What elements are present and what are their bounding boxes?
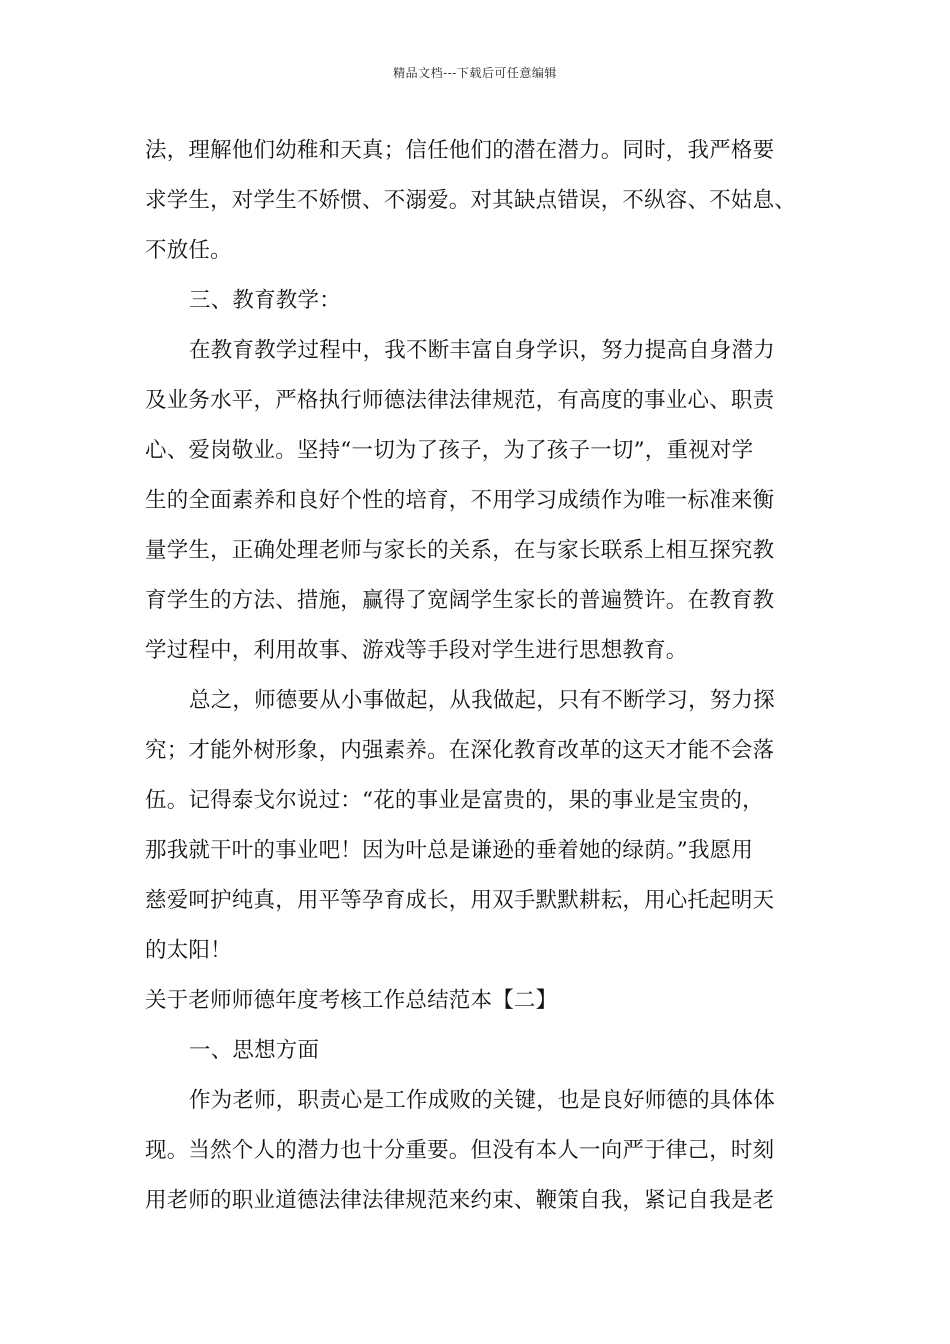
text-line: 心、爱岗敬业。坚持“一切为了孩子，为了孩子一切”，重视对学 — [145, 438, 754, 463]
page-header: 精品文档---下载后可任意编辑 — [393, 66, 557, 80]
text-line: 那我就干叶的事业吧！因为叶总是谦逊的垂着她的绿荫。”我愿用 — [145, 838, 754, 863]
text-line: 量学生，正确处理老师与家长的关系，在与家长联系上相互探究教 — [145, 538, 775, 563]
text-line: 的太阳！ — [145, 938, 232, 963]
text-line: 总之，师德要从小事做起，从我做起，只有不断学习，努力探 — [189, 688, 775, 713]
text-line: 及业务水平，严格执行师德法律法律规范，有高度的事业心、职责 — [145, 388, 775, 413]
text-line: 法，理解他们幼稚和天真；信任他们的潜在潜力。同时，我严格要 — [145, 138, 775, 163]
document-body — [145, 126, 810, 1226]
document-section-title: 关于老师师德年度考核工作总结范本【二】 — [145, 988, 558, 1013]
text-line: 慈爱呵护纯真，用平等孕育成长，用双手默默耕耘，用心托起明天 — [145, 888, 775, 913]
text-line: 育学生的方法、措施，赢得了宽阔学生家长的普遍赞许。在教育教 — [145, 588, 775, 613]
text-line: 究；才能外树形象，内强素养。在深化教育改革的这天才能不会落 — [145, 738, 775, 763]
text-line: 伍。记得泰戈尔说过：“花的事业是富贵的，果的事业是宝贵的， — [145, 788, 764, 813]
text-line: 作为老师，职责心是工作成败的关键，也是良好师德的具体体 — [189, 1088, 775, 1113]
section-heading: 一、思想方面 — [189, 1038, 320, 1063]
text-line: 用老师的职业道德法律法律规范来约束、鞭策自我，紧记自我是老 — [145, 1188, 775, 1213]
text-line: 在教育教学过程中，我不断丰富自身学识，努力提高自身潜力 — [189, 338, 775, 363]
text-line: 生的全面素养和良好个性的培育，不用学习成绩作为唯一标准来衡 — [145, 488, 775, 513]
text-line: 不放任。 — [145, 238, 232, 263]
text-line: 求学生，对学生不娇惯、不溺爱。对其缺点错误，不纵容、不姑息、 — [145, 188, 797, 213]
section-heading: 三、教育教学： — [189, 288, 341, 313]
text-line: 学过程中，利用故事、游戏等手段对学生进行思想教育。 — [145, 638, 688, 663]
text-line: 现。当然个人的潜力也十分重要。但没有本人一向严于律己，时刻 — [145, 1138, 775, 1163]
